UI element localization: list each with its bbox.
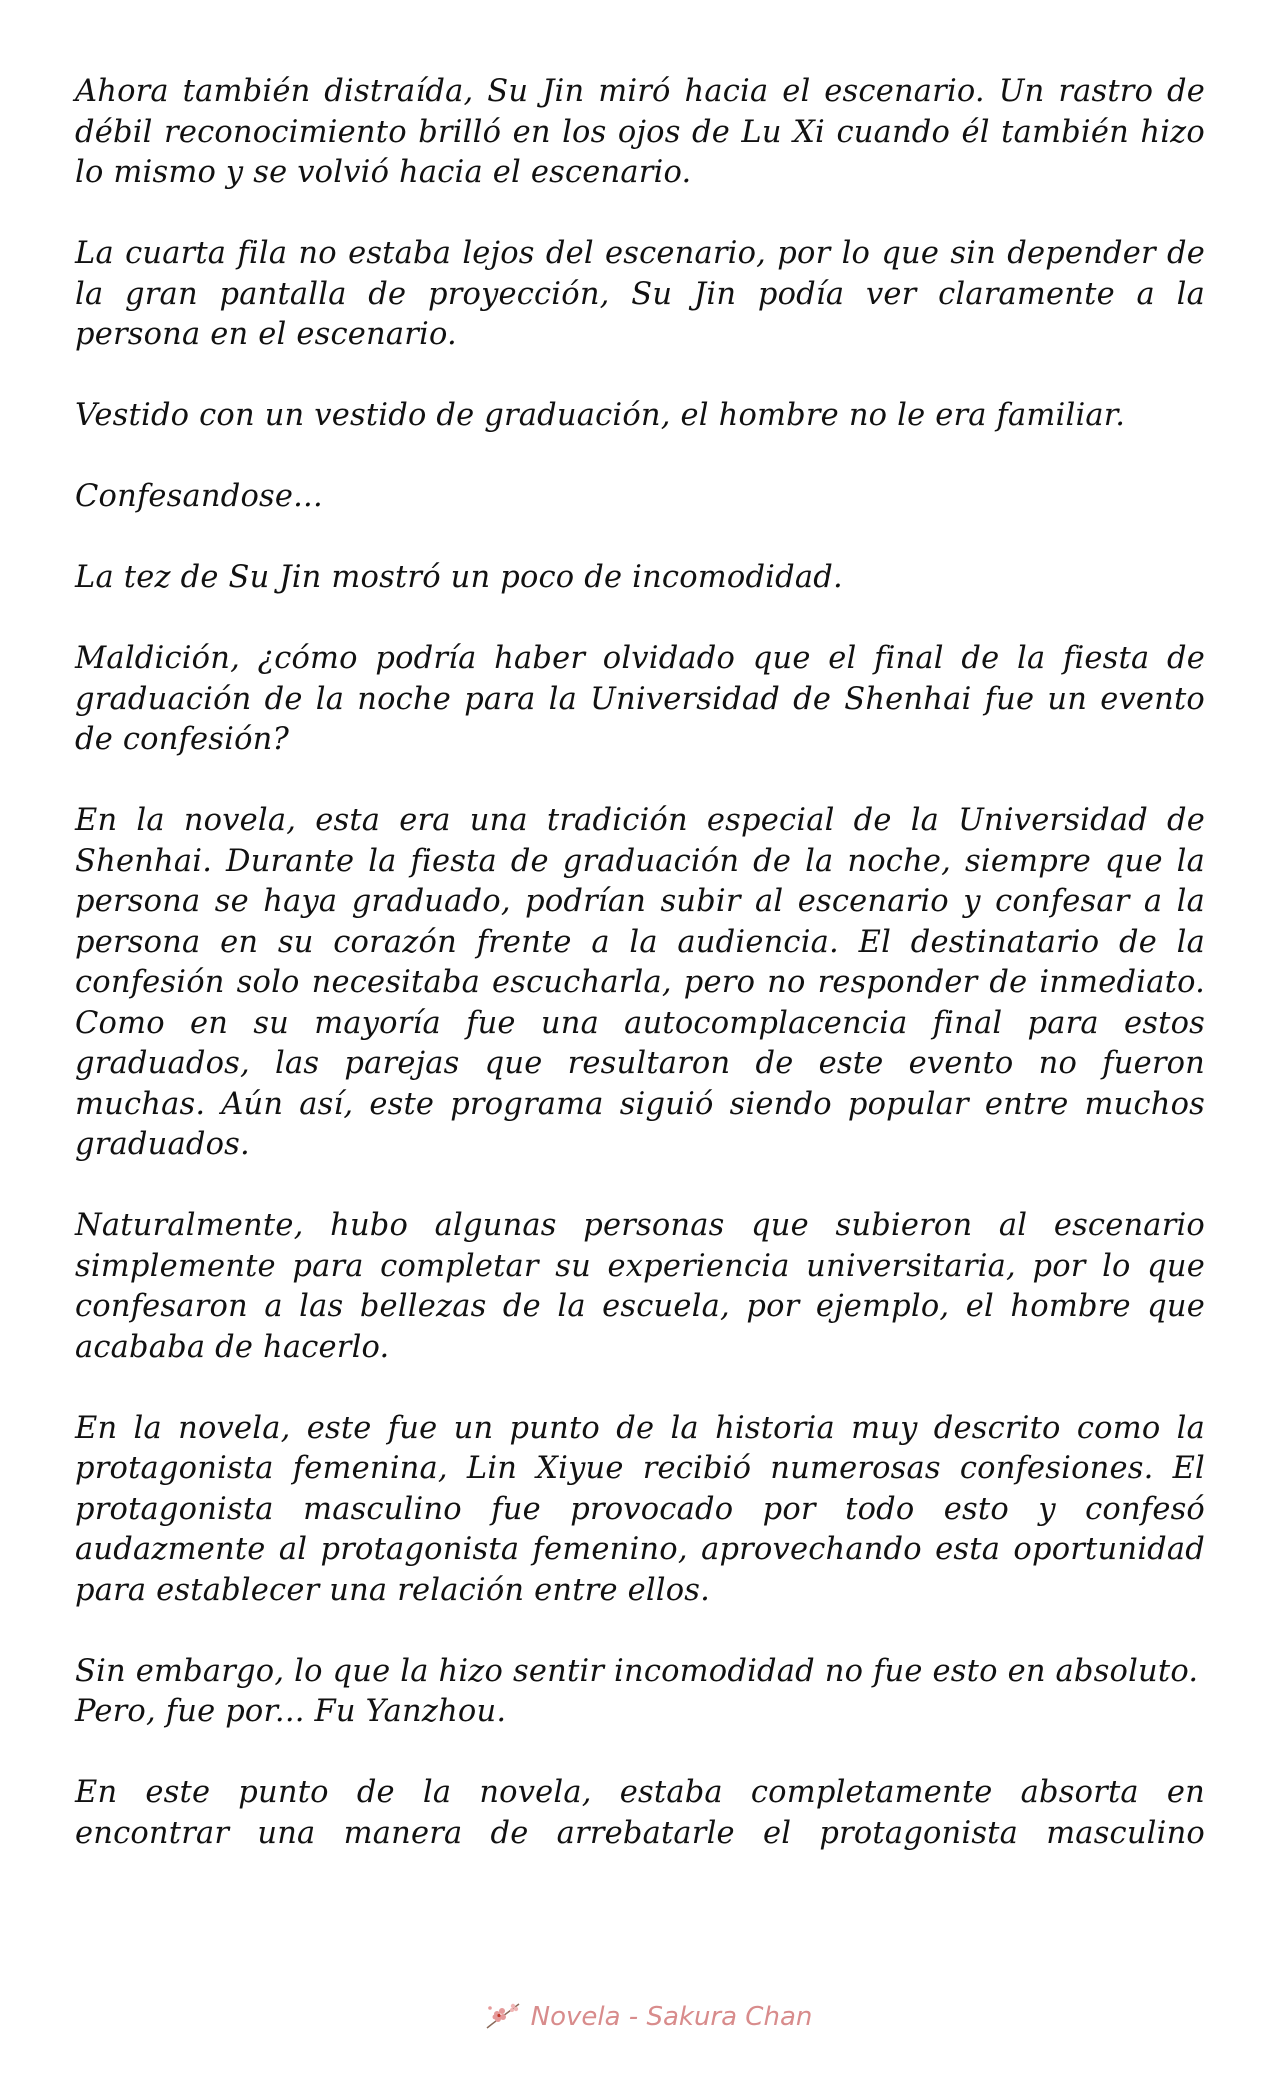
paragraph: La tez de Su Jin mostró un poco de incomodidad. [75, 560, 843, 595]
paragraph: Maldición, ¿cómo podría haber olvidado que el final de la fiesta de graduación de la noche para la Universidad de Shenhai fue un evento de confesión? [75, 641, 1205, 757]
document-body [75, 72, 1205, 1854]
footer-text: Novela - Sakura Chan [530, 2002, 813, 2032]
paragraph: Naturalmente, hubo algunas personas que subieron al escenario simplemente para completar su experiencia universitaria, por lo que confesaron a las bellezas de la escuela, por ejemplo, el hombre que acababa de hacerlo. [75, 1208, 1205, 1365]
paragraph: Pero, fue por... Fu Yanzhou. [75, 1694, 507, 1729]
paragraph: Ahora también distraída, Su Jin miró hacia el escenario. Un rastro de débil reconocimiento brilló en los ojos de Lu Xi cuando él también hizo lo mismo y se volvió hacia el escenario. [75, 74, 1205, 190]
footer [0, 1998, 1275, 2036]
paragraph: En la novela, este fue un punto de la historia muy descrito como la protagonista femenina, Lin Xiyue recibió numerosas confesiones. El protagonista masculino fue provocado por todo esto y confesó audazmente al protagonista femenino, aprovechando esta oportunidad para establecer una relación entre ellos. [75, 1410, 1205, 1608]
paragraph: En la novela, esta era una tradición especial de la Universidad de Shenhai. Durante la fiesta de graduación de la noche, siempre que la persona se haya graduado, podrían subir al escenario y confesar a la persona en su corazón frente a la audiencia. El destinatario de la confesión solo necesitaba escucharla, pero no responder de inmediato. Como en su mayoría fue una autocomplacencia final para estos graduados, las parejas que resultaron de este evento no fueron muchas. Aún así, este programa siguió siendo popular entre muchos graduados. [75, 803, 1205, 1162]
footer-watermark [483, 1998, 813, 2036]
paragraph: Confesandose... [75, 479, 323, 514]
paragraph: En este punto de la novela, estaba completamente absorta en encontrar una manera de arrebatarle el protagonista masculino [75, 1775, 1205, 1851]
paragraph: La cuarta fila no estaba lejos del escenario, por lo que sin depender de la gran pantalla de proyección, Su Jin podía ver claramente a la persona en el escenario. [75, 236, 1205, 352]
sakura-blossom-icon [483, 1998, 523, 2036]
paragraph: Vestido con un vestido de graduación, el hombre no le era familiar. [75, 398, 1126, 433]
paragraph: Sin embargo, lo que la hizo sentir incomodidad no fue esto en absoluto. [75, 1653, 1199, 1689]
